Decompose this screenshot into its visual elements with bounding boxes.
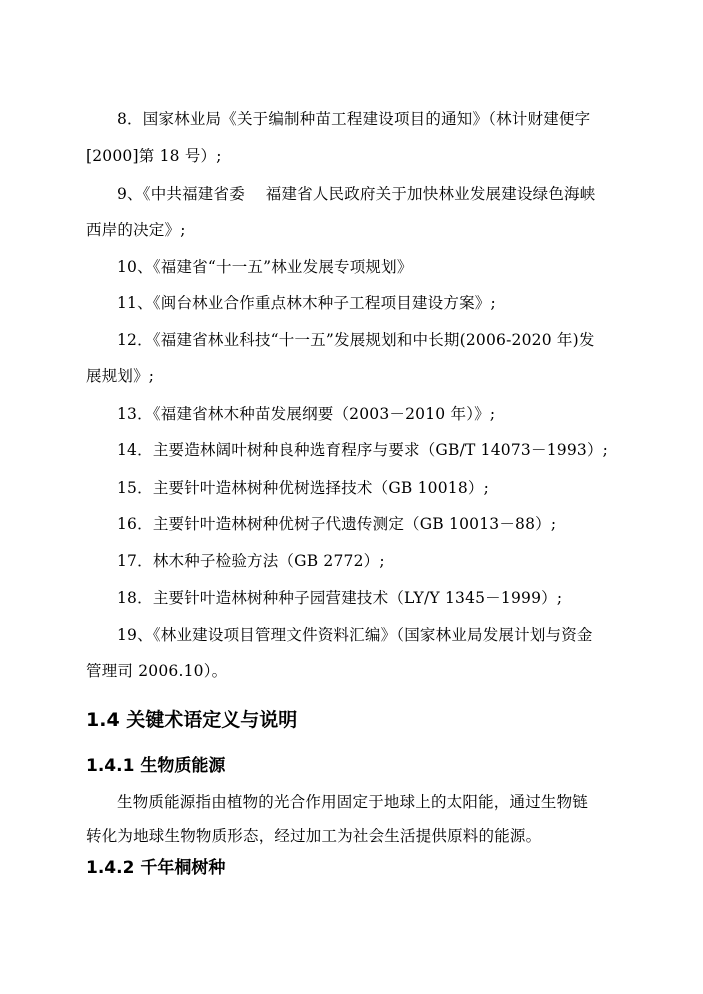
reference-19-line-2: 管理司 2006.10）。	[86, 662, 228, 680]
reference-13-line-1: 13．《福建省林木种苗发展纲要（2003－2010 年）》;	[117, 405, 496, 423]
reference-12-line-1: 12．《福建省林业科技“十一五”发展规划和中长期(2006-2020 年)发	[117, 331, 595, 349]
reference-19-line-1: 19、《林业建设项目管理文件资料汇编》（国家林业局发展计划与资金	[117, 626, 593, 644]
section-heading-1-4-2: 1.4.2 千年桐树种	[86, 858, 226, 878]
reference-18-line-1: 18．主要针叶造林树种种子园营建技术（LY/Y 1345－1999）;	[117, 589, 563, 607]
reference-8-line-2: [2000]第 18 号）;	[86, 147, 222, 165]
reference-16-line-1: 16．主要针叶造林树种优树子代遗传测定（GB 10013－88）;	[117, 515, 557, 533]
reference-8-line-1: 8．国家林业局《关于编制种苗工程建设项目的通知》（林计财建便字	[117, 110, 591, 128]
reference-11-line-1: 11、《闽台林业合作重点林木种子工程项目建设方案》;	[117, 294, 496, 312]
section-1-4-1-body-line-1: 生物质能源指由植物的光合作用固定于地球上的太阳能，通过生物链	[117, 793, 589, 811]
reference-15-line-1: 15．主要针叶造林树种优树选择技术（GB 10018）;	[117, 479, 490, 497]
section-1-4-1-body-line-2: 转化为地球生物物质形态，经过加工为社会生活提供原料的能源。	[86, 827, 542, 845]
reference-14-line-1: 14．主要造林阔叶树种良种选育程序与要求（GB/T 14073－1993）;	[117, 441, 609, 459]
reference-12-line-2: 展规划》;	[86, 367, 155, 385]
section-heading-1-4: 1.4 关键术语定义与说明	[86, 709, 298, 731]
section-heading-1-4-1: 1.4.1 生物质能源	[86, 756, 226, 776]
reference-10-line-1: 10、《福建省“十一五”林业发展专项规划》	[117, 258, 413, 276]
reference-17-line-1: 17．林木种子检验方法（GB 2772）;	[117, 552, 385, 570]
reference-9-line-2: 西岸的决定》;	[86, 221, 186, 239]
reference-9-line-1: 9、《中共福建省委 福建省人民政府关于加快林业发展建设绿色海峡	[117, 185, 596, 203]
